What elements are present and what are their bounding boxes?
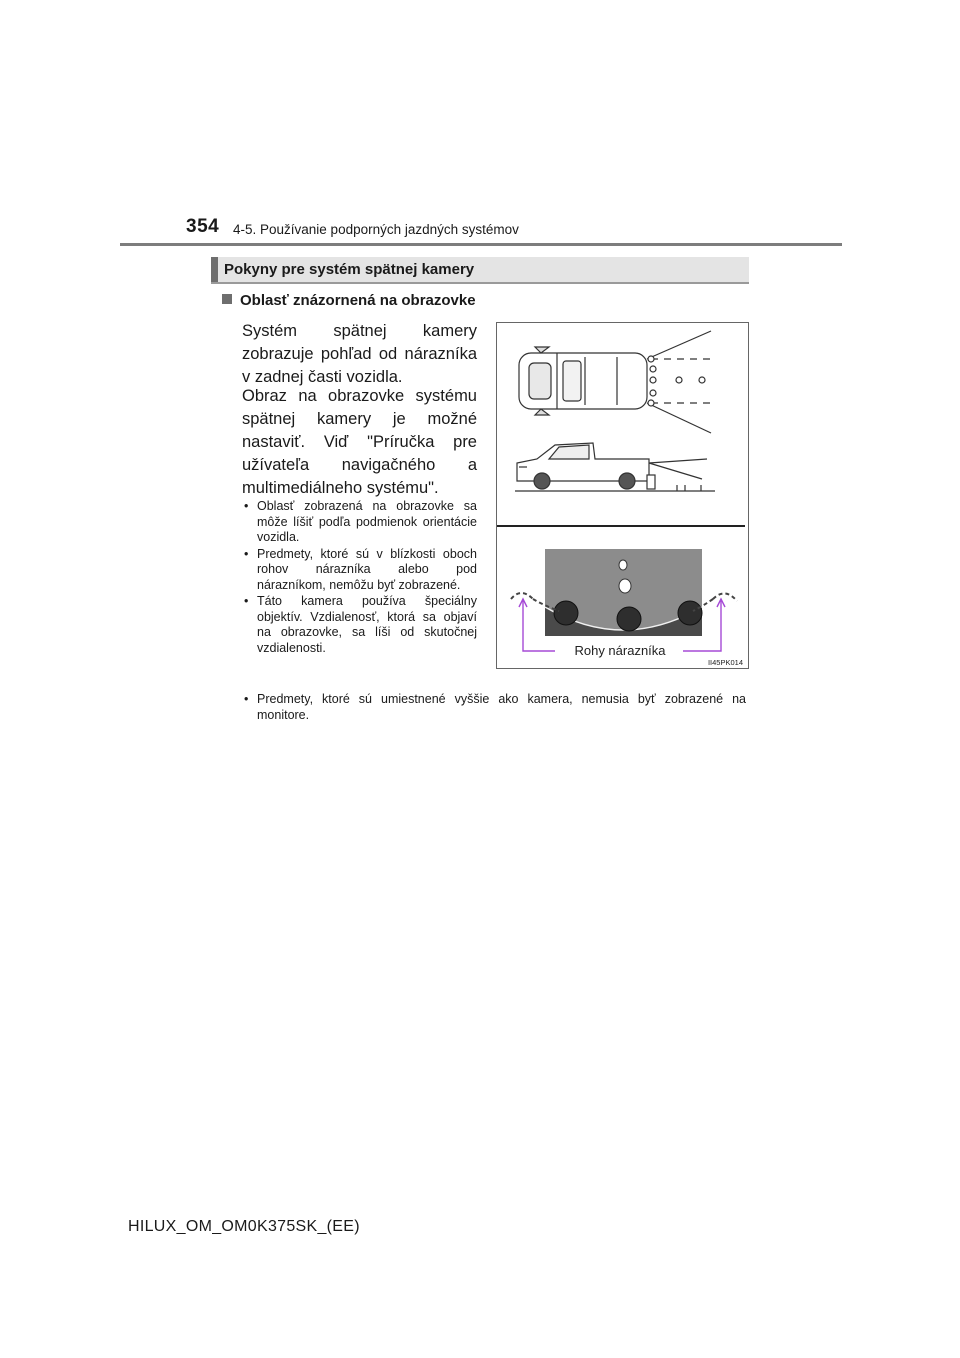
document-code: HILUX_OM_OM0K375SK_(EE) (128, 1218, 360, 1235)
subheading (222, 292, 476, 309)
note-item: • Predmety, ktoré sú v blízkosti oboch rohov nárazníka alebo pod nárazníkom, nemôžu byť zobrazené. (242, 547, 477, 594)
section-marker (211, 257, 218, 282)
page-number: 354 (186, 216, 220, 237)
subheading-text: Oblasť znázornená na obrazovke (240, 292, 476, 309)
section-title-bar (211, 257, 749, 284)
sensor-dots (648, 356, 705, 406)
notes-list (242, 499, 477, 657)
header-divider (120, 243, 842, 246)
monitor-view (545, 549, 702, 636)
note-item: • Predmety, ktoré sú umiestnené vyššie ako kamera, nemusia byť zobrazené na monitore. (242, 692, 746, 723)
vehicle-side-view (517, 443, 649, 489)
rear-camera-illustration (496, 322, 749, 669)
notes-list-wide (242, 692, 746, 723)
note-item: • Táto kamera používa špeciálny objektív. Vzdialenosť, ktorá sa objaví na obrazovke, sa líši od skutočnej vzdialenosti. (242, 594, 477, 656)
section-title: Pokyny pre systém spätnej kamery (224, 261, 475, 278)
square-bullet-icon (222, 294, 232, 304)
paragraph: Obraz na obrazovke systému spätnej kamery je možné nastaviť. Viď "Príručka pre užívateľa navigačného a multimediálneho systému". (242, 387, 477, 497)
vehicle-top-view (519, 347, 647, 415)
note-item: • Oblasť zobrazená na obrazovke sa môže líšiť podľa podmienok orientácie vozidla. (242, 499, 477, 546)
paragraph: Systém spätnej kamery zobrazuje pohľad od nárazníka v zadnej časti vozidla. (242, 322, 477, 386)
chapter-title: 4-5. Používanie podporných jazdných systémov (233, 222, 519, 237)
callout-label: Rohy nárazníka (574, 643, 666, 658)
figure-code: II45PK014 (707, 658, 743, 667)
